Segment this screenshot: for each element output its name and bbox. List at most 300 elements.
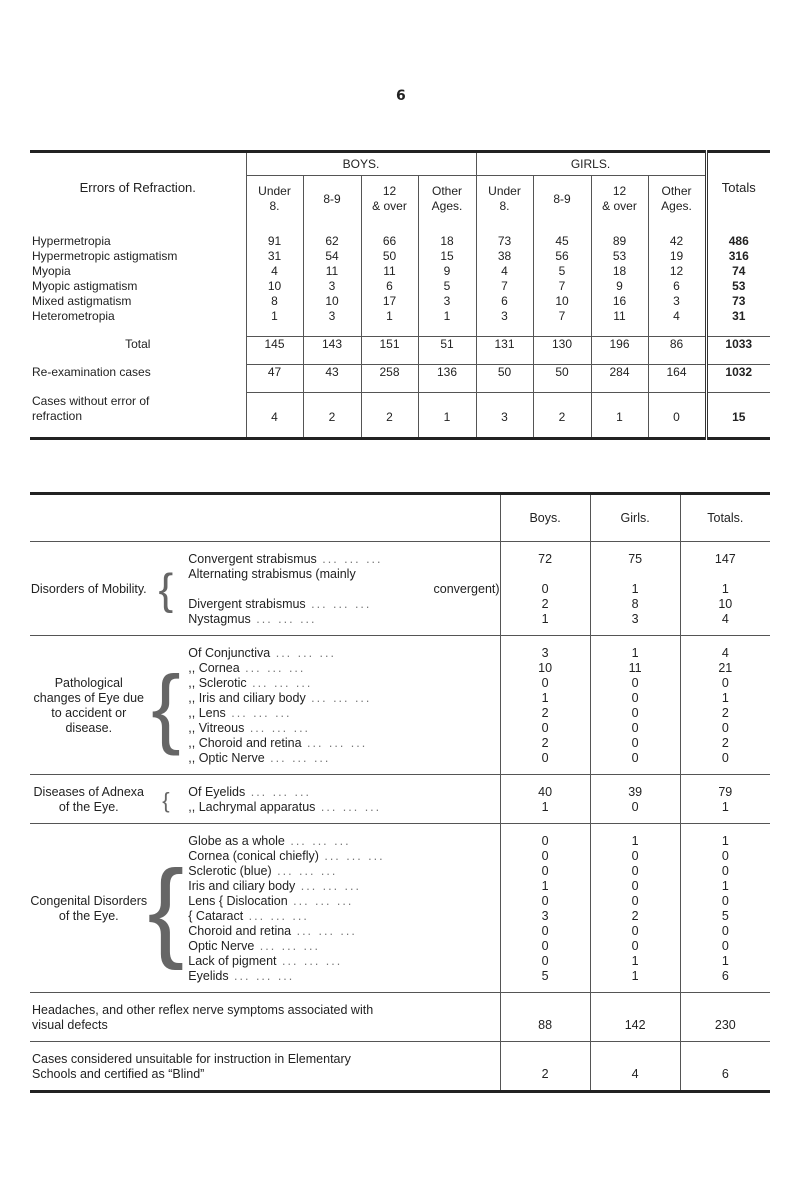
value-cell: 31	[246, 249, 303, 264]
spacer-cell	[648, 324, 706, 337]
value-cell: 1	[500, 691, 590, 706]
item-label-text: Of Eyelids	[188, 785, 246, 799]
age-subheader	[246, 176, 303, 223]
gap-row	[30, 1082, 770, 1092]
value-cell: 51	[418, 337, 476, 353]
row-label-line2: visual defects	[32, 1018, 108, 1032]
spacer-cell	[303, 324, 361, 337]
spacer-cell	[30, 425, 246, 439]
item-label	[184, 567, 500, 582]
value-cell: 10	[303, 294, 361, 309]
value-cell: 2	[303, 393, 361, 426]
value-cell: 258	[361, 365, 418, 381]
item-label-text: ,, Optic Nerve	[188, 751, 265, 765]
table-row	[30, 393, 770, 426]
item-label	[184, 636, 500, 662]
spacer-cell	[591, 380, 648, 393]
value-cell: 1	[500, 800, 590, 815]
spacer-cell	[476, 222, 533, 234]
spacer-cell	[246, 380, 303, 393]
item-label	[184, 909, 500, 924]
spacer-cell	[591, 352, 648, 365]
row-label-line1: Cases considered unsuitable for instruction in Elementary	[32, 1052, 351, 1066]
gap-cell	[680, 984, 770, 993]
row-label-text: Hypermetropia	[32, 234, 111, 248]
item-label-text: Of Conjunctiva	[188, 646, 271, 660]
item-label-text: Lack of pigment	[188, 954, 277, 968]
value-cell: 1	[680, 800, 770, 815]
value-cell: 1	[418, 309, 476, 324]
value-cell: 38	[476, 249, 533, 264]
value-cell: 0	[590, 939, 680, 954]
row-label-text: Re-examination cases	[32, 364, 151, 379]
value-cell: 7	[533, 309, 591, 324]
value-cell: 0	[500, 924, 590, 939]
gap-cell	[680, 1082, 770, 1092]
age-subheader-line2: & over	[372, 199, 407, 213]
value-cell: 1	[590, 954, 680, 969]
gap-row	[30, 984, 770, 993]
value-cell: 136	[418, 365, 476, 381]
gap-cell	[590, 1033, 680, 1042]
value-cell: 0	[590, 676, 680, 691]
item-label-text: ,, Cornea	[188, 661, 240, 675]
age-subheader-line2: 8.	[499, 199, 510, 213]
item-label-text: Globe as a whole	[188, 834, 285, 848]
spacer-cell	[418, 324, 476, 337]
gap-cell	[500, 1082, 590, 1092]
item-label-text: Cornea (conical chiefly)	[188, 849, 319, 863]
spacer-row	[30, 222, 770, 234]
brace-glyph: {	[148, 542, 185, 628]
gap-cell	[500, 766, 590, 775]
gap-row	[30, 815, 770, 824]
value-cell: 91	[246, 234, 303, 249]
gap-cell	[30, 815, 500, 824]
item-label	[184, 542, 500, 568]
leader-dots: ... ... ...	[295, 879, 361, 893]
value-cell: 56	[533, 249, 591, 264]
item-label	[184, 969, 500, 984]
table-row	[30, 1042, 770, 1083]
value-cell: 1	[591, 393, 648, 426]
spacer-cell	[361, 352, 418, 365]
table-row	[30, 365, 770, 381]
gap-cell	[30, 1082, 500, 1092]
value-cell: 11	[590, 661, 680, 676]
value-cell: 86	[648, 337, 706, 353]
value-cell: 5	[533, 264, 591, 279]
item-label	[184, 849, 500, 864]
value-cell: 21	[680, 661, 770, 676]
row-label	[30, 365, 246, 381]
item-label	[184, 612, 500, 627]
leader-dots: ... ... ...	[254, 939, 320, 953]
gap-cell	[590, 766, 680, 775]
spacer-row	[30, 380, 770, 393]
item-label	[184, 800, 500, 815]
brace-glyph: {	[148, 775, 185, 816]
total-cell: 73	[706, 294, 770, 309]
value-cell: 50	[533, 365, 591, 381]
gap-cell	[590, 627, 680, 636]
value-cell: 3	[500, 909, 590, 924]
age-subheader	[533, 176, 591, 223]
spacer-cell	[303, 352, 361, 365]
row-label-text: Mixed astigmatism	[32, 294, 132, 308]
total-cell: 316	[706, 249, 770, 264]
leader-dots: ... ... ...	[291, 924, 357, 938]
value-cell: 6	[476, 294, 533, 309]
spacer-cell	[418, 222, 476, 234]
spacer-cell	[303, 425, 361, 439]
value-cell: 142	[590, 993, 680, 1034]
total-cell: 31	[706, 309, 770, 324]
leader-dots: ... ... ...	[228, 969, 295, 983]
spacer-cell	[476, 352, 533, 365]
table-row	[30, 264, 770, 279]
value-cell: 2	[500, 706, 590, 721]
value-cell: 11	[361, 264, 418, 279]
value-cell: 164	[648, 365, 706, 381]
row-label	[30, 264, 246, 279]
value-cell: 11	[303, 264, 361, 279]
value-cell: 0	[500, 864, 590, 879]
gap-cell	[500, 627, 590, 636]
leader-dots: ... ... ...	[284, 834, 351, 848]
table-row	[30, 636, 770, 662]
spacer-cell	[303, 222, 361, 234]
category-label: Diseases of Adnexa of the Eye.	[30, 775, 148, 816]
spacer-cell	[706, 352, 770, 365]
item-label-text: ,, Iris and ciliary body	[188, 691, 306, 705]
row-label	[30, 993, 500, 1034]
item-label-text: { Cataract	[188, 909, 244, 923]
value-cell: 1	[680, 954, 770, 969]
table-row	[30, 542, 770, 568]
value-cell: 0	[680, 721, 770, 736]
value-cell: 130	[533, 337, 591, 353]
spacer-cell	[418, 425, 476, 439]
spacer-cell	[303, 380, 361, 393]
brace-glyph: {	[148, 824, 185, 985]
age-subheader-line1: 12	[382, 184, 397, 198]
value-cell: 1	[418, 393, 476, 426]
item-label	[184, 824, 500, 850]
boys-header: Boys.	[500, 494, 590, 542]
value-cell: 0	[590, 864, 680, 879]
value-cell: 0	[500, 582, 590, 597]
total-cell: 15	[706, 393, 770, 426]
value-cell: 3	[476, 309, 533, 324]
conditions-corner	[30, 494, 500, 542]
spacer-cell	[706, 222, 770, 234]
item-label-text: Lens { Dislocation	[188, 894, 288, 908]
value-cell: 54	[303, 249, 361, 264]
spacer-cell	[30, 222, 246, 234]
value-cell: 66	[361, 234, 418, 249]
item-label-text: Eyelids	[188, 969, 229, 983]
spacer-cell	[30, 324, 246, 337]
value-cell: 19	[648, 249, 706, 264]
value-cell: 0	[590, 849, 680, 864]
age-subheader-line2: Ages.	[661, 199, 692, 213]
gap-cell	[30, 984, 500, 993]
value-cell: 2	[500, 597, 590, 612]
value-cell: 50	[476, 365, 533, 381]
spacer-cell	[361, 380, 418, 393]
spacer-cell	[706, 425, 770, 439]
value-cell: 18	[418, 234, 476, 249]
value-cell: 0	[590, 894, 680, 909]
gap-cell	[680, 627, 770, 636]
value-cell: 6	[648, 279, 706, 294]
value-cell: 0	[680, 894, 770, 909]
value-cell: 17	[361, 294, 418, 309]
value-cell: 4	[590, 1042, 680, 1083]
leader-dots: ... ... ...	[271, 864, 338, 878]
value-cell: 7	[476, 279, 533, 294]
value-cell: 2	[533, 393, 591, 426]
spacer-cell	[361, 222, 418, 234]
row-label-line1: Cases without error of	[32, 393, 150, 408]
age-subheader-line2: 8-9	[323, 191, 341, 206]
category-label: Pathological changes of Eye due to accident or disease.	[30, 636, 148, 767]
value-cell: 8	[246, 294, 303, 309]
value-cell: 1	[246, 309, 303, 324]
value-cell: 16	[591, 294, 648, 309]
value-cell: 11	[591, 309, 648, 324]
leader-dots: ... ... ...	[225, 706, 292, 720]
totals-header: Totals	[706, 152, 770, 223]
value-cell: 53	[591, 249, 648, 264]
value-cell: 9	[418, 264, 476, 279]
value-cell: 0	[590, 736, 680, 751]
value-cell: 151	[361, 337, 418, 353]
item-label	[184, 924, 500, 939]
value-cell: 0	[590, 751, 680, 766]
corner-label: Errors of Refraction.	[79, 180, 196, 195]
spacer-cell	[648, 222, 706, 234]
gap-cell	[500, 984, 590, 993]
age-subheader	[648, 176, 706, 223]
spacer-cell	[533, 324, 591, 337]
item-label-text: Choroid and retina	[188, 924, 292, 938]
item-label-text: ,, Lens	[188, 706, 226, 720]
value-cell: 0	[500, 954, 590, 969]
value-cell: 1	[500, 612, 590, 627]
value-cell: 88	[500, 993, 590, 1034]
total-cell: 486	[706, 234, 770, 249]
page-number: 6	[396, 88, 406, 104]
row-label	[30, 249, 246, 264]
leader-dots: ... ... ...	[305, 691, 372, 705]
value-cell: 62	[303, 234, 361, 249]
value-cell: 1	[680, 582, 770, 597]
value-cell: 45	[533, 234, 591, 249]
value-cell: 7	[533, 279, 591, 294]
value-cell: 0	[500, 894, 590, 909]
age-subheader-line2: 8-9	[553, 191, 571, 206]
spacer-cell	[706, 324, 770, 337]
value-cell: 3	[476, 393, 533, 426]
spacer-row	[30, 425, 770, 439]
value-cell: 50	[361, 249, 418, 264]
spacer-cell	[30, 352, 246, 365]
girls-header: Girls.	[590, 494, 680, 542]
item-label-text: Optic Nerve	[188, 939, 255, 953]
value-cell: 145	[246, 337, 303, 353]
leader-dots: ... ... ...	[246, 676, 313, 690]
spacer-cell	[591, 324, 648, 337]
value-cell: 2	[500, 736, 590, 751]
item-label	[184, 954, 500, 969]
age-subheader-line2: 8.	[269, 199, 280, 213]
leader-dots: ... ... ...	[245, 785, 311, 799]
spacer-cell	[246, 324, 303, 337]
leader-dots: ... ... ...	[243, 909, 309, 923]
leader-dots: ... ... ...	[287, 894, 354, 908]
gap-cell	[30, 627, 500, 636]
value-cell: 89	[591, 234, 648, 249]
empty-cell	[680, 567, 770, 582]
gap-row	[30, 766, 770, 775]
spacer-cell	[476, 425, 533, 439]
refraction-table	[30, 150, 770, 440]
value-cell: 0	[500, 939, 590, 954]
value-cell: 0	[648, 393, 706, 426]
item-label-text: ,, Vitreous	[188, 721, 245, 735]
row-label-text: Myopic astigmatism	[32, 279, 138, 293]
value-cell: 0	[590, 800, 680, 815]
value-cell: 5	[418, 279, 476, 294]
table-row	[30, 249, 770, 264]
item-label-text: Convergent strabismus	[188, 552, 317, 566]
value-cell: 0	[500, 849, 590, 864]
value-cell: 3	[303, 309, 361, 324]
spacer-row	[30, 352, 770, 365]
leader-dots: ... ... ...	[250, 612, 317, 626]
value-cell: 73	[476, 234, 533, 249]
spacer-cell	[648, 380, 706, 393]
row-label-line2: Schools and certified as “Blind”	[32, 1067, 205, 1081]
spacer-cell	[476, 324, 533, 337]
table-row	[30, 234, 770, 249]
value-cell: 1	[590, 582, 680, 597]
value-cell: 3	[303, 279, 361, 294]
total-cell: 1032	[706, 365, 770, 381]
row-label-text: Hypermetropic astigmatism	[32, 249, 178, 263]
spacer-cell	[418, 352, 476, 365]
girls-group-header: GIRLS.	[476, 152, 706, 176]
table-row	[30, 824, 770, 850]
value-cell: 1	[680, 879, 770, 894]
value-cell: 2	[680, 706, 770, 721]
spacer-cell	[706, 380, 770, 393]
gap-row	[30, 627, 770, 636]
item-label	[184, 736, 500, 751]
item-label-text: Iris and ciliary body	[188, 879, 296, 893]
value-cell: 0	[680, 924, 770, 939]
value-cell: 10	[246, 279, 303, 294]
row-label-line2: refraction	[32, 408, 83, 423]
age-subheader-line1: Under	[488, 184, 521, 198]
table-row	[30, 309, 770, 324]
spacer-row	[30, 324, 770, 337]
value-cell: 3	[648, 294, 706, 309]
value-cell: 10	[533, 294, 591, 309]
row-label-text: Myopia	[32, 264, 71, 278]
table-row	[30, 775, 770, 801]
item-label	[184, 864, 500, 879]
value-cell: 5	[500, 969, 590, 984]
value-cell: 4	[476, 264, 533, 279]
value-cell: 0	[500, 751, 590, 766]
value-cell: 4	[680, 612, 770, 627]
value-cell: 0	[680, 939, 770, 954]
spacer-cell	[648, 352, 706, 365]
value-cell: 1	[590, 824, 680, 850]
item-label-text: Nystagmus	[188, 612, 251, 626]
spacer-cell	[533, 425, 591, 439]
value-cell: 0	[590, 721, 680, 736]
spacer-cell	[476, 380, 533, 393]
total-cell: 1033	[706, 337, 770, 353]
gap-cell	[680, 766, 770, 775]
gap-cell	[590, 1082, 680, 1092]
value-cell: 143	[303, 337, 361, 353]
spacer-cell	[533, 222, 591, 234]
item-label	[184, 691, 500, 706]
value-cell: 3	[500, 636, 590, 662]
item-label	[184, 751, 500, 766]
total-cell: 74	[706, 264, 770, 279]
value-cell: 230	[680, 993, 770, 1034]
value-cell: 6	[680, 1042, 770, 1083]
leader-dots: ... ... ...	[301, 736, 368, 750]
value-cell: 196	[591, 337, 648, 353]
spacer-cell	[648, 425, 706, 439]
value-cell: 0	[590, 706, 680, 721]
value-cell: 0	[680, 849, 770, 864]
value-cell: 0	[590, 691, 680, 706]
gap-cell	[30, 1033, 500, 1042]
spacer-cell	[361, 425, 418, 439]
totals-header-2: Totals.	[680, 494, 770, 542]
value-cell: 2	[590, 909, 680, 924]
row-label	[30, 337, 246, 353]
item-label	[184, 597, 500, 612]
leader-dots: ... ... ...	[305, 597, 372, 611]
row-label	[30, 234, 246, 249]
gap-cell	[680, 815, 770, 824]
value-cell: 75	[590, 542, 680, 568]
value-cell: 15	[418, 249, 476, 264]
table-row	[30, 993, 770, 1034]
value-cell: 1	[500, 879, 590, 894]
value-cell: 6	[361, 279, 418, 294]
value-cell: 0	[590, 879, 680, 894]
value-cell: 0	[590, 924, 680, 939]
leader-dots: ... ... ...	[244, 721, 311, 735]
spacer-cell	[591, 425, 648, 439]
value-cell: 79	[680, 775, 770, 801]
item-label-text: Alternating strabismus (mainly	[188, 567, 356, 581]
spacer-cell	[533, 352, 591, 365]
spacer-cell	[418, 380, 476, 393]
gap-cell	[30, 766, 500, 775]
value-cell: 43	[303, 365, 361, 381]
